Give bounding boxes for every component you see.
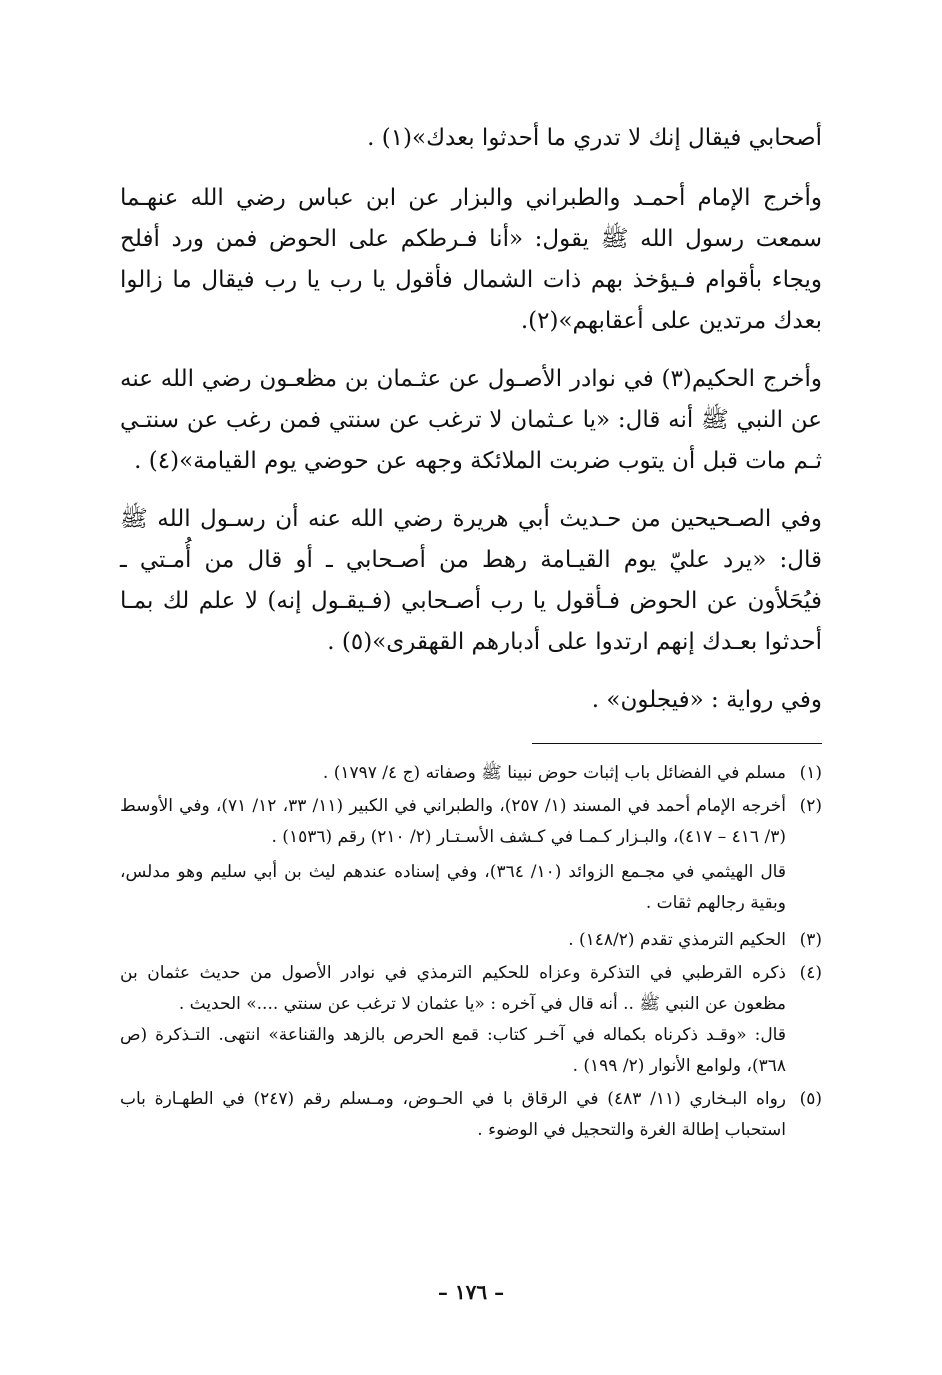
- footnote-2: [120, 791, 822, 923]
- footnote-body: [120, 1084, 786, 1146]
- footnotes: [120, 758, 822, 1146]
- footnote-body: [120, 958, 786, 1082]
- footnote-line: قال: «وقـد ذكرناه بكماله في آخـر كتاب: قمع الحرص بالزهد والقناعة» انتهى. التـذكرة (ص ٣٦٨)، ولوامع الأنوار (٢/ ١٩٩) .: [120, 1025, 786, 1076]
- footnote-number: (٣): [799, 930, 822, 950]
- footnote-5: [120, 1084, 822, 1146]
- footnote-line: مسلم في الفضائل باب إثبات حوض نبينا ﷺ وصفاته (ج ٤/ ١٧٩٧) .: [322, 763, 786, 783]
- paragraph-5: وفي رواية : «فيجلون» .: [591, 687, 822, 713]
- footnote-4: [120, 958, 822, 1082]
- footnote-body: [120, 925, 786, 956]
- page-number: – ١٧٦ –: [437, 1280, 505, 1304]
- footnote-number: (١): [799, 763, 822, 783]
- footnote-1: [120, 758, 822, 789]
- main-text: [120, 118, 822, 721]
- footnote-3: [120, 925, 822, 956]
- footnote-number: (٥): [799, 1089, 822, 1109]
- footnote-line: أخرجه الإمام أحمد في المسند (١/ ٢٥٧)، والطبراني في الكبير (١١/ ٣٣، ١٢/ ٧١)، وفي الأوسط (٣/ ٤١٦ – ٤١٧)، والبـزار كـمـا في كـشف الأسـتـار (٢/ ٢١٠) رقم (١٥٣٦) .: [120, 796, 786, 847]
- footnote-line: الحكيم الترمذي تقدم (١٤٨/٢) .: [568, 930, 786, 950]
- paragraph-3: وأخرج الحكيم(٣) في نوادر الأصـول عن عثـمان بن مظعـون رضي الله عنه عن النبي ﷺ أنه قال: «يا عـثمان لا ترغب عن سنتي فمن رغب عن سنتـي ثـم مات قبل أن يتوب ضربت الملائكة وجهه عن حوضي يوم القيامة»(٤) .: [120, 366, 822, 474]
- footnote-divider: [532, 743, 822, 744]
- book-page: [120, 118, 822, 1148]
- paragraph-1: أصحابي فيقال إنك لا تدري ما أحدثوا بعدك»(١) .: [367, 125, 822, 151]
- footnote-note: قال الهيثمي في مجـمع الزوائد (١٠/ ٣٦٤)، وفي إسناده عندهم ليث بن أبي سليم وهو مدلس، وبقية رجالهم ثقات .: [120, 862, 786, 913]
- footnote-number: (٢): [799, 796, 822, 816]
- paragraph-2: وأخرج الإمام أحمـد والطبراني والبزار عن ابن عباس رضي الله عنهـما سمعت رسول الله ﷺ يقول: «أنا فـرطكم على الحوض فمن ورد أفلح ويجاء بأقوام فـيؤخذ بهم ذات الشمال فأقول يا رب يا رب فيقال ما زالوا بعدك مرتدين على أعقابهم»(٢).: [120, 185, 822, 334]
- footnote-number: (٤): [799, 963, 822, 983]
- footnote-body: [120, 791, 786, 923]
- footnote-body: [120, 758, 786, 789]
- paragraph-4: وفي الصـحيحين من حـديث أبي هريرة رضي الله عنه أن رسـول الله ﷺ قال: «يرد عليّ يوم القيـامة رهط من أصـحابي ـ أو قال من أُمـتي ـ فيُحَلأون عن الحوض فـأقول يا رب أصـحابي (فـيقـول إنه) لا علم لك بمـا أحدثوا بعـدك إنهم ارتدوا على أدبارهم القهقرى»(٥) .: [120, 506, 822, 655]
- footnote-line: ذكره القرطبي في التذكرة وعزاه للحكيم الترمذي في نوادر الأصول من حديث عثمان بن مظعون عن النبي ﷺ .. أنه قال في آخره : «يا عثمان لا ترغب عن سنتي ....» الحديث .: [120, 963, 786, 1014]
- footnote-line: رواه البـخاري (١١/ ٤٨٣) في الرقاق با في الحـوض، ومـسلم رقم (٢٤٧) في الطهـارة باب استحباب إطالة الغرة والتحجيل في الوضوء .: [120, 1089, 787, 1140]
